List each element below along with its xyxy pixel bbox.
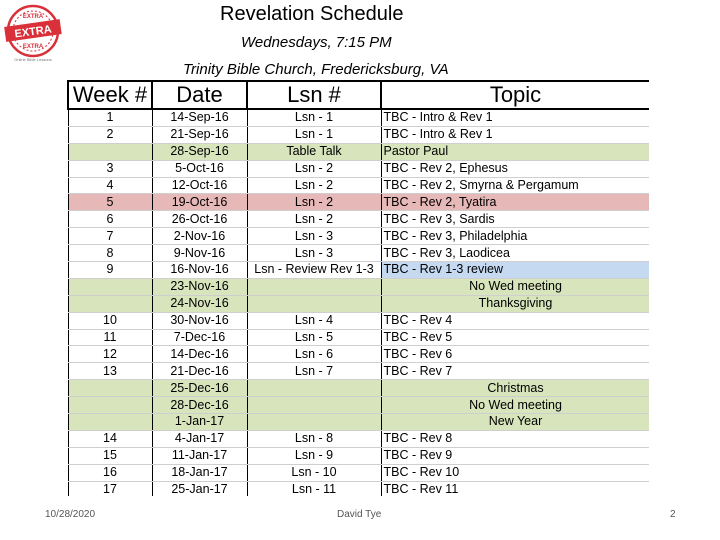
- table-row: [68, 211, 649, 228]
- lesson-cell: [247, 380, 381, 397]
- lesson-cell: Lsn - 6: [247, 346, 381, 363]
- schedule-table-container: [67, 80, 649, 496]
- topic-cell: TBC - Rev 1-3 review: [381, 262, 649, 279]
- date-cell: 25-Dec-16: [152, 380, 247, 397]
- date-cell: 1-Jan-17: [152, 414, 247, 431]
- topic-cell: Christmas: [381, 380, 649, 397]
- topic-cell: TBC - Rev 6: [381, 346, 649, 363]
- topic-cell: TBC - Rev 9: [381, 447, 649, 464]
- lesson-cell: Lsn - 2: [247, 177, 381, 194]
- topic-cell: TBC - Rev 4: [381, 312, 649, 329]
- topic-cell: No Wed meeting: [381, 278, 649, 295]
- date-cell: 28-Dec-16: [152, 397, 247, 414]
- week-cell: 17: [68, 481, 152, 496]
- footer-date: 10/28/2020: [45, 509, 96, 520]
- week-cell: 4: [68, 177, 152, 194]
- lesson-cell: Lsn - 7: [247, 363, 381, 380]
- lesson-cell: Lsn - 10: [247, 464, 381, 481]
- date-cell: 9-Nov-16: [152, 245, 247, 262]
- svg-text:EXTRA: EXTRA: [22, 44, 44, 50]
- week-cell: 3: [68, 160, 152, 177]
- date-cell: 18-Jan-17: [152, 464, 247, 481]
- header-week: Week #: [68, 81, 152, 109]
- lesson-cell: Lsn - 9: [247, 447, 381, 464]
- extra-logo: [2, 3, 64, 63]
- topic-cell: TBC - Rev 8: [381, 430, 649, 447]
- table-row: [68, 177, 649, 194]
- table-row: [68, 346, 649, 363]
- table-row: [68, 109, 649, 126]
- table-row: [68, 447, 649, 464]
- table-row: [68, 312, 649, 329]
- lesson-cell: Lsn - 4: [247, 312, 381, 329]
- church-name: Trinity Bible Church, Fredericksburg, VA: [183, 61, 449, 78]
- week-cell: 8: [68, 245, 152, 262]
- table-row: [68, 245, 649, 262]
- date-cell: 21-Sep-16: [152, 126, 247, 143]
- week-cell: 5: [68, 194, 152, 211]
- lesson-cell: [247, 414, 381, 431]
- topic-cell: TBC - Rev 3, Sardis: [381, 211, 649, 228]
- table-row: [68, 160, 649, 177]
- table-header-row: [68, 81, 649, 109]
- week-cell: 7: [68, 228, 152, 245]
- lesson-cell: Lsn - 2: [247, 160, 381, 177]
- table-row: [68, 329, 649, 346]
- date-cell: 28-Sep-16: [152, 143, 247, 160]
- date-cell: 16-Nov-16: [152, 262, 247, 279]
- week-cell: 15: [68, 447, 152, 464]
- date-cell: 14-Sep-16: [152, 109, 247, 126]
- header-lesson: Lsn #: [247, 81, 381, 109]
- week-cell: [68, 397, 152, 414]
- lesson-cell: Lsn - 3: [247, 228, 381, 245]
- table-row: [68, 430, 649, 447]
- header-topic: Topic: [381, 81, 649, 109]
- table-row: [68, 194, 649, 211]
- date-cell: 5-Oct-16: [152, 160, 247, 177]
- week-cell: 12: [68, 346, 152, 363]
- week-cell: 14: [68, 430, 152, 447]
- week-cell: 1: [68, 109, 152, 126]
- week-cell: 9: [68, 262, 152, 279]
- svg-text:EXTRA: EXTRA: [13, 23, 53, 41]
- table-row: [68, 397, 649, 414]
- topic-cell: Thanksgiving: [381, 295, 649, 312]
- topic-cell: TBC - Rev 2, Ephesus: [381, 160, 649, 177]
- date-cell: 26-Oct-16: [152, 211, 247, 228]
- topic-cell: TBC - Intro & Rev 1: [381, 126, 649, 143]
- header-date: Date: [152, 81, 247, 109]
- date-cell: 21-Dec-16: [152, 363, 247, 380]
- table-row: [68, 262, 649, 279]
- lesson-cell: [247, 397, 381, 414]
- topic-cell: TBC - Rev 2, Smyrna & Pergamum: [381, 177, 649, 194]
- week-cell: [68, 143, 152, 160]
- week-cell: [68, 380, 152, 397]
- table-row: [68, 481, 649, 496]
- lesson-cell: Lsn - 2: [247, 211, 381, 228]
- lesson-cell: Table Talk: [247, 143, 381, 160]
- week-cell: 13: [68, 363, 152, 380]
- topic-cell: TBC - Rev 5: [381, 329, 649, 346]
- topic-cell: TBC - Rev 2, Tyatira: [381, 194, 649, 211]
- lesson-cell: Lsn - 5: [247, 329, 381, 346]
- schedule-table: [67, 80, 649, 496]
- topic-cell: No Wed meeting: [381, 397, 649, 414]
- lesson-cell: Lsn - Review Rev 1-3: [247, 262, 381, 279]
- svg-text:EXTRA: EXTRA: [22, 14, 44, 20]
- week-cell: [68, 295, 152, 312]
- lesson-cell: Lsn - 11: [247, 481, 381, 496]
- date-cell: 24-Nov-16: [152, 295, 247, 312]
- table-row: [68, 126, 649, 143]
- svg-text:Online Bible Lessons: Online Bible Lessons: [14, 57, 52, 62]
- date-cell: 30-Nov-16: [152, 312, 247, 329]
- table-row: [68, 464, 649, 481]
- week-cell: [68, 414, 152, 431]
- lesson-cell: Lsn - 1: [247, 126, 381, 143]
- topic-cell: TBC - Rev 3, Laodicea: [381, 245, 649, 262]
- date-cell: 12-Oct-16: [152, 177, 247, 194]
- table-row: [68, 295, 649, 312]
- week-cell: 6: [68, 211, 152, 228]
- lesson-cell: Lsn - 3: [247, 245, 381, 262]
- date-cell: 2-Nov-16: [152, 228, 247, 245]
- topic-cell: TBC - Intro & Rev 1: [381, 109, 649, 126]
- week-cell: [68, 278, 152, 295]
- lesson-cell: Lsn - 8: [247, 430, 381, 447]
- lesson-cell: [247, 295, 381, 312]
- meeting-time: Wednesdays, 7:15 PM: [241, 34, 392, 51]
- table-row: [68, 228, 649, 245]
- week-cell: 11: [68, 329, 152, 346]
- page-title: Revelation Schedule: [220, 3, 404, 25]
- footer-author: David Tye: [337, 509, 382, 520]
- lesson-cell: Lsn - 2: [247, 194, 381, 211]
- date-cell: 14-Dec-16: [152, 346, 247, 363]
- table-row: [68, 414, 649, 431]
- date-cell: 19-Oct-16: [152, 194, 247, 211]
- date-cell: 23-Nov-16: [152, 278, 247, 295]
- topic-cell: TBC - Rev 10: [381, 464, 649, 481]
- topic-cell: TBC - Rev 7: [381, 363, 649, 380]
- week-cell: 10: [68, 312, 152, 329]
- week-cell: 16: [68, 464, 152, 481]
- lesson-cell: Lsn - 1: [247, 109, 381, 126]
- topic-cell: Pastor Paul: [381, 143, 649, 160]
- table-row: [68, 278, 649, 295]
- date-cell: 25-Jan-17: [152, 481, 247, 496]
- lesson-cell: [247, 278, 381, 295]
- topic-cell: New Year: [381, 414, 649, 431]
- date-cell: 7-Dec-16: [152, 329, 247, 346]
- date-cell: 11-Jan-17: [152, 447, 247, 464]
- table-row: [68, 143, 649, 160]
- topic-cell: TBC - Rev 11: [381, 481, 649, 496]
- date-cell: 4-Jan-17: [152, 430, 247, 447]
- table-row: [68, 380, 649, 397]
- week-cell: 2: [68, 126, 152, 143]
- footer-page-number: 2: [670, 509, 676, 520]
- topic-cell: TBC - Rev 3, Philadelphia: [381, 228, 649, 245]
- table-row: [68, 363, 649, 380]
